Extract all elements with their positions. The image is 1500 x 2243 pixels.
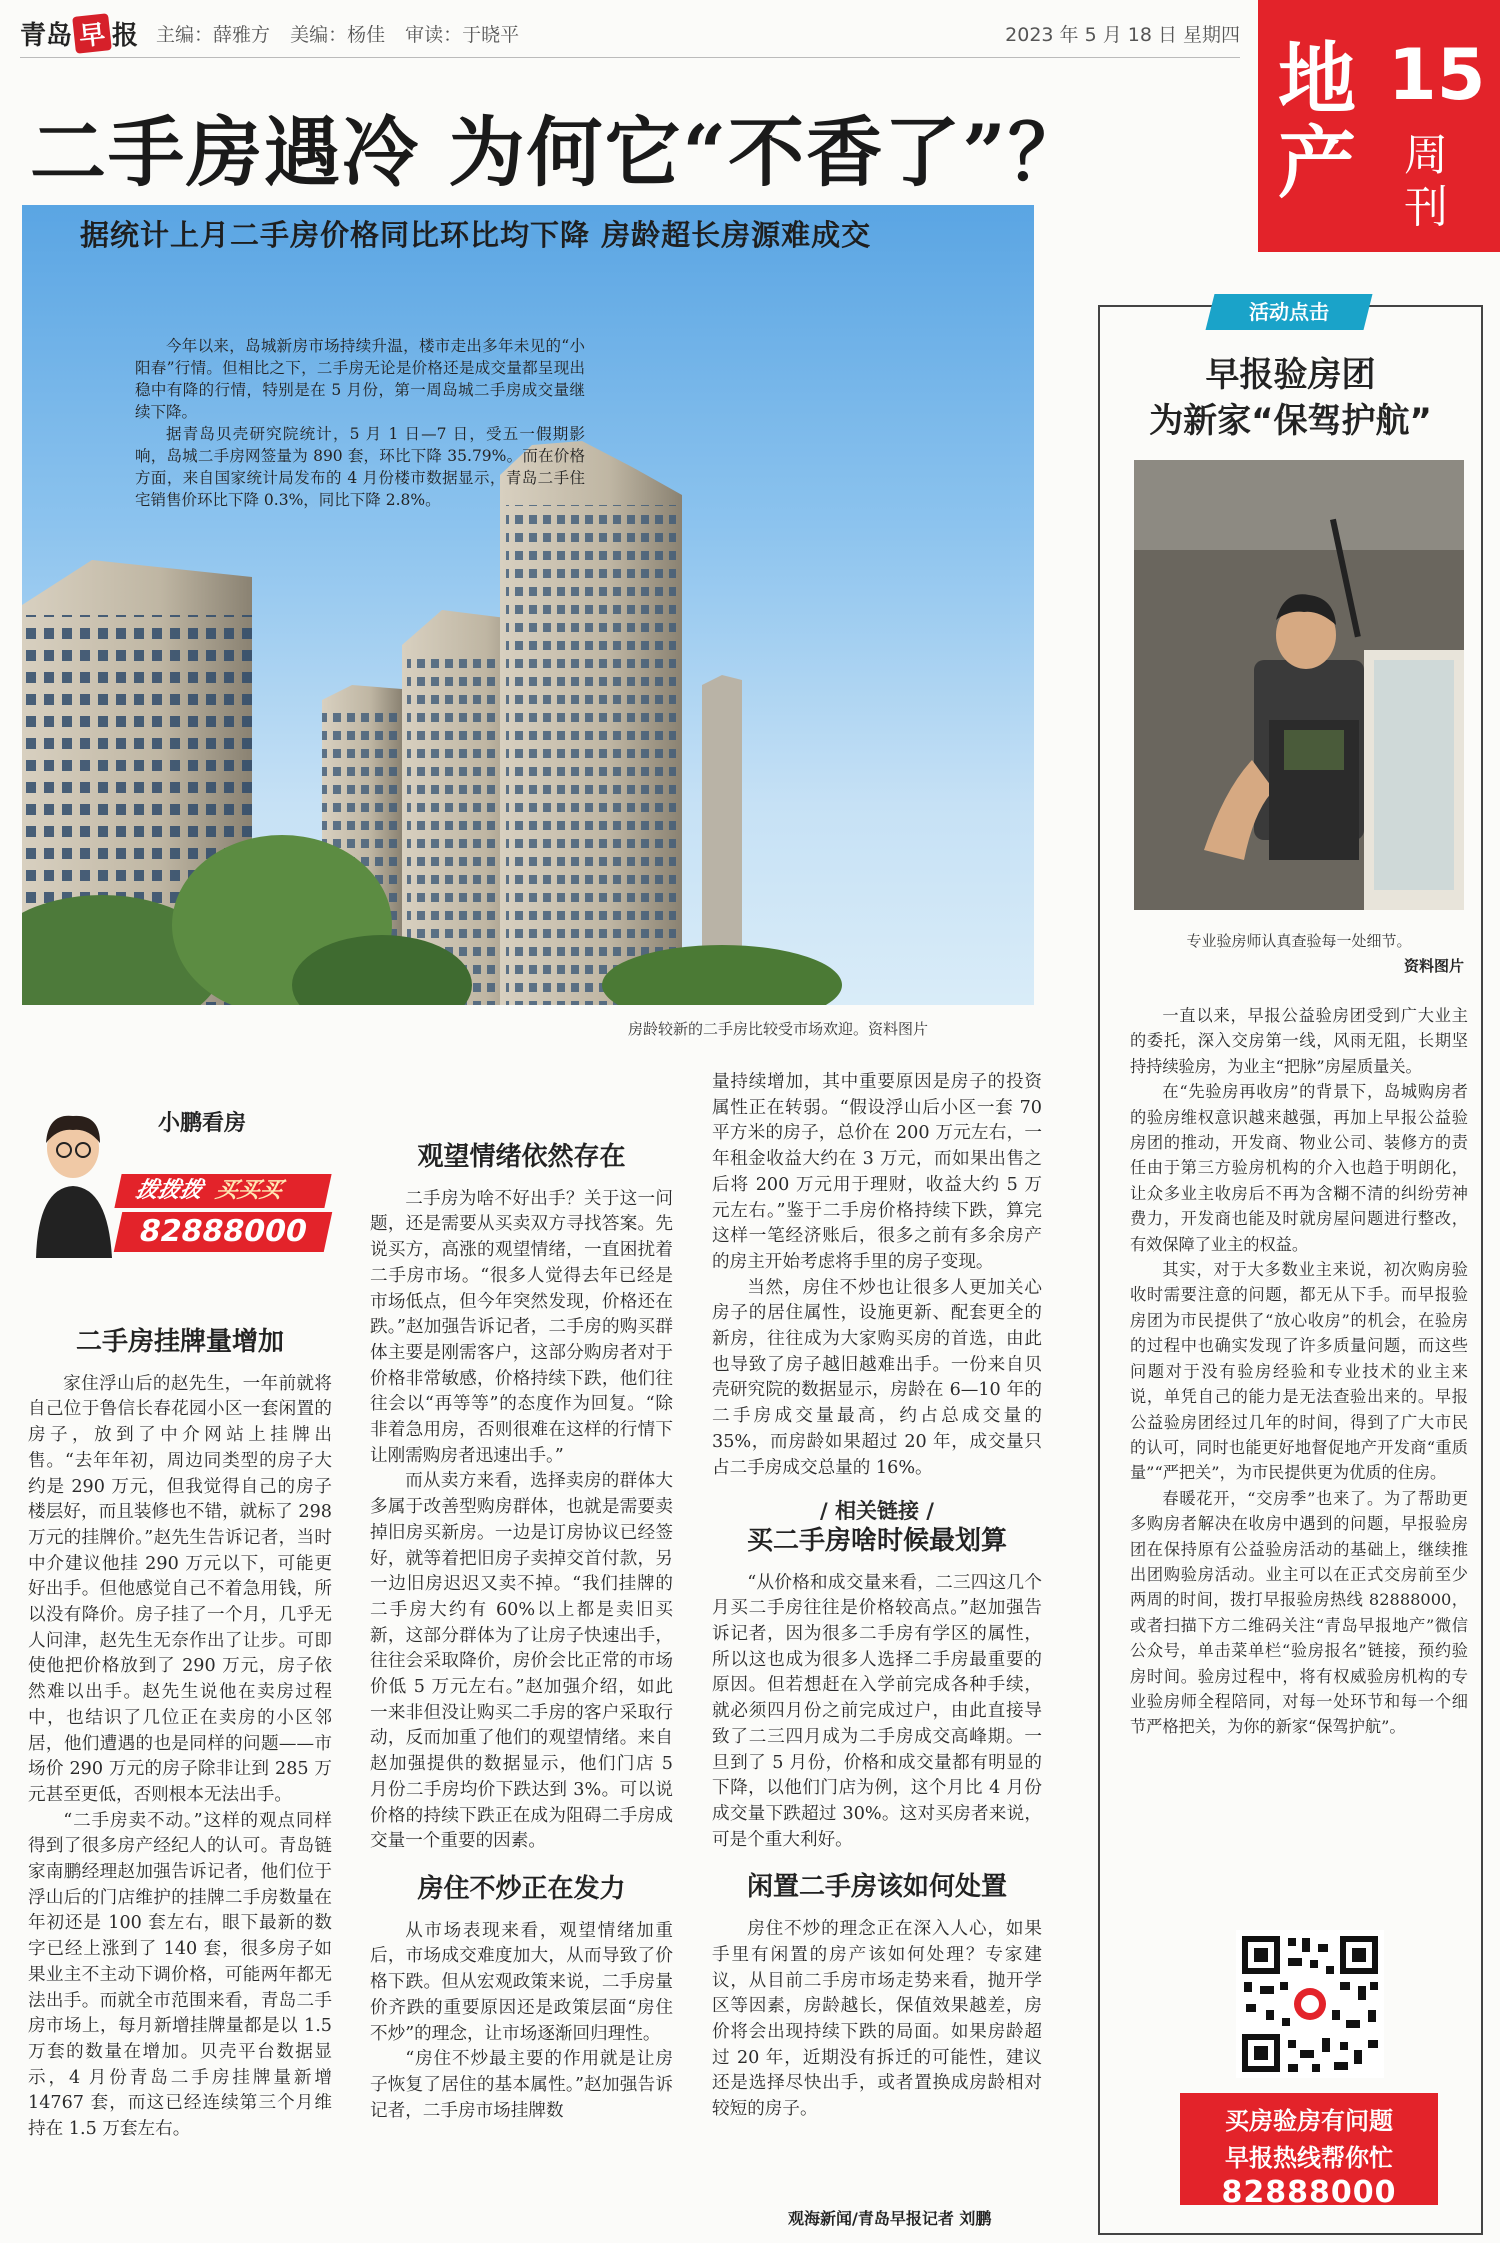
wechat-qr-code[interactable]: [1236, 1930, 1384, 2078]
sidebar-paragraph: 其实，对于大多数业主来说，初次购房验收时需要注意的问题，都无从下手。而早报验房团为市民提供了“放心收房”的机会，在验房的过程中也确实发现了许多质量问题，而这些问题对于没有验房经验和专业技术的业主来说，单凭自己的能力是无法查验出来的。早报公益验房团经过几年的时间，得到了广大市民的认可，同时也能更好地督促地产开发商“重质量”“严把关”，为市民提供更为优质的住房。: [1130, 1260, 1468, 1483]
section-heading: 闲置二手房该如何处置: [746, 1872, 1007, 1903]
subheadline: 据统计上月二手房价格同比环比均下降 房龄超长房源难成交: [80, 218, 872, 252]
sidebar-paragraph: 在“先验房再收房”的背景下，岛城购房者的验房维权意识越来越强，再加上早报公益验房团的推动，开发商、物业公司、装修方的责任由于第三方验房机构的介入也趋于明朗化，让众多业主收房后不再为含糊不清的纠纷劳神费力，开发商也能及时就房屋问题进行整改，有效保障了业主的权益。: [1130, 1082, 1468, 1254]
inspection-photo-caption: 专业验房师认真查验每一处细节。: [1186, 932, 1412, 950]
related-link-label: / 相关链接 /: [820, 1499, 934, 1524]
intro-paragraph: 今年以来，岛城新房市场持续升温，楼市走出多年未见的“小阳春”行情。但相比之下，二手房无论是价格还是成交量都呈现出稳中有降的行情，特别是在 5 月份，第一周岛城二手房成交量继续下降。: [135, 337, 585, 421]
section-heading: 二手房挂牌量增加: [75, 1327, 284, 1357]
qr-code-icon: [1236, 1930, 1384, 2078]
section-heading: 观望情绪依然存在: [417, 1142, 626, 1172]
sidebar-paragraph: 一直以来，早报公益验房团受到广大业主的委托，深入交房第一线，风雨无阻，长期坚持持续验房，为业主“把脉”房屋质量关。: [1130, 1006, 1468, 1076]
logo-text-right: 报: [112, 21, 139, 51]
column-title: 小鹏看房: [158, 1111, 247, 1136]
inspection-photo-credit: 资料图片: [1403, 957, 1464, 975]
hero-photo: [22, 205, 1034, 1005]
xiaopeng-column-banner: [28, 1088, 328, 1258]
section-name: 地产: [1278, 35, 1357, 209]
section-heading: 房住不炒正在发力: [417, 1873, 626, 1904]
article-byline: 观海新闻/青岛早报记者 刘鹏: [788, 2209, 992, 2228]
page-headline: 二手房遇冷 为何它“不香了”？: [30, 108, 1086, 197]
column-slogan: [114, 1174, 331, 1208]
article-paragraph: “房住不炒最主要的作用就是让房子恢复了居住的基本属性。”赵加强告诉记者，二手房市场挂牌数: [370, 2049, 673, 2121]
hotline-line1: 买房验房有问题: [1225, 2107, 1393, 2135]
issue-date: 2023 年 5 月 18 日 星期四: [1005, 24, 1240, 46]
column-phone: 82888000: [114, 1212, 333, 1252]
article-paragraph: 家住浮山后的赵先生，一年前就将自己位于鲁信长春花园小区一套闲置的房子，放到了中介网站上挂牌出售。“去年年初，周边同类型的房子大约是 290 万元，但我觉得自己的房子楼层好，而且装修也不错，就标了 298 万元的挂牌价。”赵先生告诉记者，当时中介建议他挂 290 万元以下，可能更好出手。但他感觉自己不着急用钱，所以没有降价。房子挂了一个月，几乎无人问津，赵先生无奈作出了让步。可即使他把价格放到了 290 万元，房子依然难以出手。赵先生说他在卖房过程中，也结识了几位正在卖房的小区邻居，他们遭遇的也是同样的问题——市场价 290 万元的房子除非让到 285 万元甚至更低，否则根本无法出手。: [28, 1373, 332, 1805]
article-paragraph: 房住不炒的理念正在深入人心，如果手里有闲置的房产该如何处理？专家建议，从目前二手房市场走势来看，抛开学区等因素，房龄越长，保值效果越差，房价将会出现持续下跌的局面。如果房龄超过 20 年，近期没有拆迁的可能性，建议还是选择尽快出手，或者置换成房龄相对较短的房子。: [712, 1919, 1042, 2120]
page-number: 15: [1388, 34, 1486, 116]
article-paragraph: “二手房卖不动。”这样的观点同样得到了很多房产经纪人的认可。青岛链家南鹏经理赵加强告诉记者，他们位于浮山后的门店维护的挂牌二手房数量在年初还是 100 套左右，眼下最新的数字已经上涨到了 140 套，很多房子如果业主不主动下调价格，可能两年都无法出手。而就全市范围来看，青岛二手房市场上，每月新增挂牌量都是以 1.5 万套的数量在增加。贝壳平台数据显示，4 月份青岛二手房挂牌量新增 14767 套，而这已经连续第三个月维持在 1.5 万套左右。: [28, 1810, 332, 2140]
logo-text-left: 青岛: [20, 21, 73, 51]
credits: [156, 20, 533, 47]
article-paragraph: 而从卖方来看，选择卖房的群体大多属于改善型购房群体，也就是需要卖掉旧房买新房。一边是订房协议已经签好，就等着把旧房子卖掉交首付款，另一边旧房迟迟又卖不掉。“我们挂牌的二手房大约有 60%以上都是卖旧买新，这部分群体为了让房子快速出手，往往会采取降价，房价会比正常的市场价低 5 万元左右。”赵加强介绍，如此一来非但没让购买二手房的客户采取行动，反而加重了他们的观望情绪。来自赵加强提供的数据显示，他们门店 5 月份二手房均价下跌达到 3%。可以说价格的持续下跌正在成为阻碍二手房成交量一个重要的因素。: [370, 1471, 673, 1852]
section-type: 周刊: [1404, 130, 1448, 233]
article-paragraph: 当然，房住不炒也让很多人更加关心房子的居住属性，设施更新、配套更全的新房，往往成为大家购买房的首选，由此也导致了房子越旧越难出手。一份来自贝壳研究院的数据显示，房龄在 6—10 年的二手房成交量最高，约占总成交量的 35%，而房龄如果超过 20 年，成交量只占二手房成交总量的 16%。: [712, 1277, 1042, 1478]
article-paragraph: 从市场表现来看，观望情绪加重后，市场成交难度加大，从而导致了价格下跌。但从宏观政策来说，二手房量价齐跌的重要原因还是政策层面“房住不炒”的理念，让市场逐渐回归理性。: [370, 1920, 673, 2044]
hotline-line2: 早报热线帮你忙: [1225, 2144, 1393, 2172]
intro-text: [135, 335, 585, 511]
sidebar-title: [1100, 352, 1481, 444]
building-illustration: [22, 205, 1034, 1005]
intro-paragraph: 据青岛贝壳研究院统计，5 月 1 日—7 日，受五一假期影响，岛城二手房网签量为 890 套，环比下降 35.79%。而在价格方面，来自国家统计局发布的 4 月份楼市数据显示，青岛二手住宅销售价环比下降 0.3%，同比下降 2.8%。: [135, 425, 585, 509]
slogan-part-a: 拨拨拨: [133, 1178, 205, 1203]
article-column-1: [28, 1327, 332, 2143]
slogan-part-b: 买买买: [213, 1178, 285, 1203]
hero-photo-caption: 房龄较新的二手房比较受市场欢迎。资料图片: [628, 1020, 929, 1038]
section-tab: [1258, 0, 1500, 252]
inspection-photo: [1134, 460, 1464, 910]
editor-credit: 主编：薛雅方: [156, 24, 271, 46]
article-paragraph: “从价格和成交量来看，二三四这几个月买二手房往往是价格较高点。”赵加强告诉记者，因为很多二手房有学区的属性，所以这也成为很多人选择二手房最重要的原因。但若想赶在入学前完成各种手续，就必须四月份之前完成过户，由此直接导致了二三四月成为二手房成交高峰期。一旦到了 5 月份，价格和成交量都有明显的下降，以他们门店为例，这个月比 4 月份成交量下跌超过 30%。这对买房者来说，可是个重大利好。: [712, 1572, 1042, 1850]
article-paragraph: 二手房为啥不好出手？关于这一问题，还是需要从买卖双方寻找答案。先说买方，高涨的观望情绪，一直困扰着二手房市场。“很多人觉得去年已经是市场低点，但今年突然发现，价格还在跌。”赵加强告诉记者，二手房的购买群体主要是刚需客户，这部分购房者对于价格非常敏感，价格持续下跌，他们往往会以“再等等”的态度作为回复。“除非着急用房，否则很难在这样的行情下让刚需购房者迅速出手。”: [370, 1188, 673, 1466]
sidebar-article: [1130, 1003, 1468, 1740]
sidebar-badge: [1206, 294, 1373, 330]
designer-credit: 美编：杨佳: [290, 24, 386, 46]
columnist-avatar: [28, 1108, 118, 1258]
article-column-2: [370, 1142, 673, 2124]
reviewer-credit: 审读：于晓平: [405, 24, 520, 46]
logo-text-mid: 早: [72, 13, 112, 54]
article-column-3: [712, 1070, 1042, 2123]
section-heading: 买二手房啥时候最划算: [746, 1525, 1007, 1556]
sidebar-title-line1: 早报验房团: [1205, 355, 1376, 395]
sidebar-paragraph: 春暖花开，“交房季”也来了。为了帮助更多购房者解决在收房中遇到的问题，早报验房团在保持原有公益验房活动的基础上，继续推出团购验房活动。业主可以在正式交房前至少两周的时间，拨打早报验房热线 82888000，或者扫描下方二维码关注“青岛早报地产”微信公众号，单击菜单栏“验房报名”链接，预约验房时间。验房过程中，将有权威验房机构的专业验房师全程陪同，对每一处环节和每一个细节严格把关，为你的新家“保驾护航”。: [1130, 1488, 1468, 1737]
article-paragraph: 量持续增加，其中重要原因是房子的投资属性正在转弱。“假设浮山后小区一套 70 平方米的房子，总价在 200 万元左右，一年租金收益大约在 3 万元，而如果出售之后将 200 万元用于理财，收益大约 5 万元左右。”鉴于二手房价格持续下跌，算完这样一笔经济账后，很多之前有多余房产的房主开始考虑将手里的房子变现。: [712, 1072, 1042, 1272]
badge-label: 活动点击: [1249, 300, 1329, 324]
masthead: [20, 10, 1240, 58]
newspaper-logo: [20, 15, 138, 52]
hotline-box: [1180, 2093, 1438, 2210]
sidebar-title-line2: 为新家“保驾护航”: [1149, 401, 1432, 441]
hotline-phone: 82888000: [1221, 2175, 1397, 2210]
